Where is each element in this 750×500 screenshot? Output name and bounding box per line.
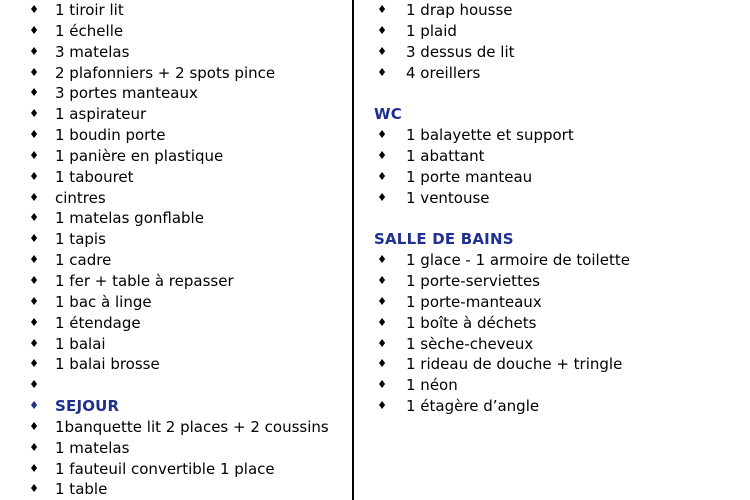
inventory-item-label: 1 échelle [55, 21, 124, 40]
diamond-bullet-icon: ♦ [29, 169, 39, 183]
diamond-bullet-icon: ♦ [377, 148, 387, 162]
left-inventory-column [0, 0, 352, 500]
section-heading-salle-de-bains [357, 229, 750, 250]
inventory-item [0, 271, 352, 292]
inventory-item-label: 1 étagère d’angle [406, 397, 540, 416]
inventory-item [357, 271, 750, 292]
section-heading-label: SEJOUR [55, 397, 120, 416]
diamond-bullet-icon: ♦ [29, 378, 39, 392]
inventory-item-label: cintres [55, 188, 106, 207]
inventory-item [0, 63, 352, 84]
diamond-bullet-icon: ♦ [377, 399, 387, 413]
diamond-bullet-icon: ♦ [29, 419, 39, 433]
diamond-bullet-icon: ♦ [377, 44, 387, 58]
section-heading-wc [357, 104, 750, 125]
inventory-item [357, 146, 750, 167]
diamond-bullet-icon: ♦ [29, 128, 39, 142]
inventory-item [0, 0, 352, 21]
diamond-bullet-icon: ♦ [29, 315, 39, 329]
inventory-item-label: 1 cadre [55, 251, 112, 270]
diamond-bullet-icon: ♦ [29, 3, 39, 16]
inventory-item [357, 188, 750, 209]
diamond-bullet-icon: ♦ [29, 294, 39, 308]
diamond-bullet-icon: ♦ [377, 273, 387, 287]
inventory-item [0, 375, 352, 396]
inventory-item-label: 1 bac à linge [55, 292, 152, 311]
diamond-bullet-icon: ♦ [377, 315, 387, 329]
diamond-bullet-icon: ♦ [377, 3, 387, 16]
diamond-bullet-icon: ♦ [29, 232, 39, 246]
inventory-item-label: 1 porte manteau [406, 167, 533, 186]
section-heading-sejour [0, 396, 352, 417]
inventory-item-label: 1 rideau de douche + tringle [406, 355, 623, 374]
inventory-item [0, 438, 352, 459]
section-heading-label: WC [374, 105, 402, 124]
inventory-item [357, 396, 750, 417]
inventory-item [357, 334, 750, 355]
inventory-item [357, 21, 750, 42]
diamond-bullet-icon: ♦ [29, 253, 39, 267]
inventory-item-label: 1 drap housse [406, 1, 513, 19]
inventory-item-label: 2 plafonniers + 2 spots pince [55, 63, 276, 82]
inventory-item [357, 125, 750, 146]
section-heading-label: SALLE DE BAINS [374, 230, 514, 249]
inventory-item-label: 1 néon [406, 376, 458, 395]
inventory-item [357, 375, 750, 396]
diamond-bullet-icon: ♦ [29, 482, 39, 496]
inventory-item-label: 1 porte-serviettes [406, 271, 540, 290]
column-divider [352, 0, 354, 500]
inventory-item [357, 250, 750, 271]
diamond-bullet-icon: ♦ [29, 440, 39, 454]
diamond-bullet-icon: ♦ [29, 399, 39, 413]
inventory-item-label: 1 balayette et support [406, 126, 574, 145]
diamond-bullet-icon: ♦ [29, 86, 39, 100]
diamond-bullet-icon: ♦ [29, 107, 39, 121]
inventory-item-label: 1 matelas [55, 438, 130, 457]
inventory-item-label: 1 balai brosse [55, 355, 160, 374]
inventory-item [357, 167, 750, 188]
inventory-item [357, 63, 750, 84]
inventory-item-label: 1 table [55, 480, 108, 499]
inventory-item-label: 1 boudin porte [55, 126, 166, 145]
inventory-item [0, 42, 352, 63]
diamond-bullet-icon: ♦ [377, 128, 387, 142]
right-inventory-column [357, 0, 750, 417]
inventory-item [0, 104, 352, 125]
diamond-bullet-icon: ♦ [377, 23, 387, 37]
diamond-bullet-icon: ♦ [377, 169, 387, 183]
inventory-item-label: 1 panière en plastique [55, 146, 224, 165]
diamond-bullet-icon: ♦ [29, 44, 39, 58]
inventory-item [357, 313, 750, 334]
inventory-item-label: 1 étendage [55, 313, 141, 332]
diamond-bullet-icon: ♦ [29, 65, 39, 79]
inventory-item [0, 229, 352, 250]
inventory-item [357, 42, 750, 63]
inventory-item-label: 1 boîte à déchets [406, 313, 537, 332]
diamond-bullet-icon: ♦ [29, 148, 39, 162]
diamond-bullet-icon: ♦ [29, 190, 39, 204]
inventory-item [0, 313, 352, 334]
inventory-item [0, 188, 352, 209]
inventory-item-label: 1 tapis [55, 230, 106, 249]
inventory-item [0, 354, 352, 375]
diamond-bullet-icon: ♦ [377, 357, 387, 371]
diamond-bullet-icon: ♦ [29, 23, 39, 37]
inventory-item-label: 4 oreillers [406, 63, 481, 82]
inventory-item [0, 334, 352, 355]
inventory-item-label: 1 sèche-cheveux [406, 334, 534, 353]
inventory-item-label: 1 glace - 1 armoire de toilette [406, 251, 630, 270]
inventory-item [0, 459, 352, 480]
inventory-item [0, 250, 352, 271]
diamond-bullet-icon: ♦ [377, 253, 387, 267]
inventory-item [0, 21, 352, 42]
inventory-item-label: 1 aspirateur [55, 105, 147, 124]
inventory-item [357, 0, 750, 21]
diamond-bullet-icon: ♦ [377, 65, 387, 79]
inventory-item [0, 292, 352, 313]
diamond-bullet-icon: ♦ [377, 378, 387, 392]
inventory-item [357, 292, 750, 313]
inventory-item-label: 3 matelas [55, 42, 130, 61]
blank-row [357, 83, 750, 104]
diamond-bullet-icon: ♦ [29, 357, 39, 371]
inventory-item-label: 3 dessus de lit [406, 42, 515, 61]
diamond-bullet-icon: ♦ [29, 336, 39, 350]
inventory-item-label: 1 tabouret [55, 167, 134, 186]
inventory-item [357, 354, 750, 375]
inventory-item-label: 1 ventouse [406, 188, 490, 207]
inventory-item [0, 83, 352, 104]
inventory-item-label: 1 fer + table à repasser [55, 271, 234, 290]
inventory-item-label: 1 abattant [406, 146, 485, 165]
blank-row [357, 208, 750, 229]
diamond-bullet-icon: ♦ [377, 294, 387, 308]
inventory-item-label: 1 tiroir lit [55, 1, 124, 19]
inventory-item-label: 1banquette lit 2 places + 2 coussins [55, 417, 329, 436]
diamond-bullet-icon: ♦ [29, 211, 39, 225]
inventory-item-label: 1 plaid [406, 21, 457, 40]
inventory-item-label: 1 fauteuil convertible 1 place [55, 459, 275, 478]
inventory-item [0, 208, 352, 229]
inventory-item-label: 1 matelas gonflable [55, 209, 204, 228]
diamond-bullet-icon: ♦ [377, 190, 387, 204]
inventory-item-label: 1 porte-manteaux [406, 292, 542, 311]
inventory-item [0, 167, 352, 188]
inventory-item [0, 125, 352, 146]
inventory-item-label: 3 portes manteaux [55, 84, 198, 103]
inventory-item [0, 417, 352, 438]
inventory-item [0, 146, 352, 167]
diamond-bullet-icon: ♦ [29, 461, 39, 475]
diamond-bullet-icon: ♦ [377, 336, 387, 350]
inventory-item-label: 1 balai [55, 334, 106, 353]
inventory-item [0, 479, 352, 500]
diamond-bullet-icon: ♦ [29, 273, 39, 287]
